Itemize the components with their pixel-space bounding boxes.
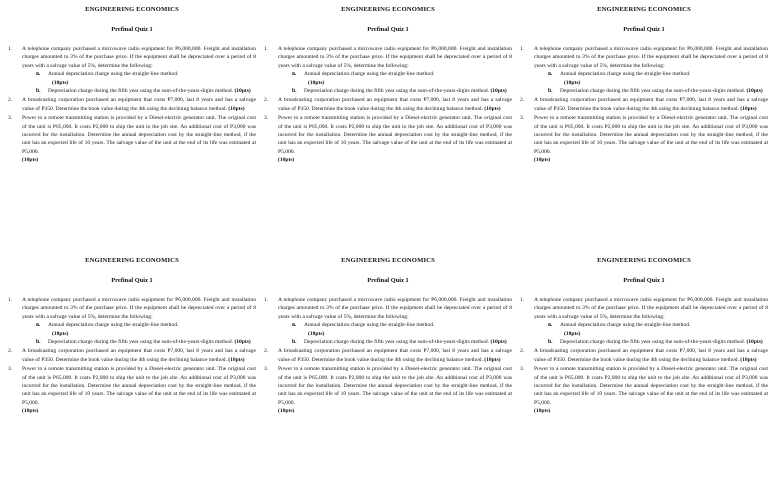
quiz-title: Prefinal Quiz 1 <box>623 26 665 33</box>
subquestion-item <box>292 70 512 87</box>
points-label: (10pts) <box>228 356 245 363</box>
question-item <box>520 96 768 113</box>
subquestion-item <box>292 87 512 95</box>
quiz-sheet <box>8 251 256 496</box>
question-list <box>520 45 768 165</box>
subquestion-letter: a. <box>548 322 553 329</box>
question-number: 2. <box>8 97 13 104</box>
points-label: (10pts) <box>490 339 507 346</box>
question-text: Power to a remote transmitting station is provided by a Diesel-electric generator unit. The original cost of the unit is P65,000. It costs P2,000 to ship the unit to the job site. An additional cost of P3,000 was incurred for the installation. Determine the annual depreciation cost by the straight-line method, if the unit has an expected life of 10 years. The salvage value of the unit at the end of its life was estimated at P5,000. <box>534 115 768 155</box>
subquestion-letter: b. <box>292 339 297 346</box>
subquestion-item <box>548 338 768 346</box>
question-item <box>520 365 768 415</box>
question-number: 1. <box>520 297 525 303</box>
question-item <box>264 45 512 95</box>
subquestion-list <box>534 70 768 95</box>
question-number: 2. <box>264 348 269 355</box>
points-label: (10pts) <box>746 88 763 95</box>
subquestion-letter: b. <box>292 88 297 95</box>
question-item <box>8 114 256 164</box>
question-text: A telephone company purchased a microwave radio equipment for P6,000,000. Freight and installation charges amounted to 3% of the purchase price. If the equipment shall be depreciated over a period of 8 years with a salvage value of 5%, determine the following: <box>22 297 256 320</box>
question-number: 3. <box>520 115 525 122</box>
subquestion-item <box>292 338 512 346</box>
points-label: (10pts) <box>22 157 39 164</box>
question-text: Power to a remote transmitting station is provided by a Diesel-electric generator unit. The original cost of the unit is P65,000. It costs P2,000 to ship the unit to the job site. An additional cost of P3,000 was incurred for the installation. Determine the annual depreciation cost by the straight-line method, if the unit has an expected life of 10 years. The salvage value of the unit at the end of its life was estimated at P5,000. <box>278 366 512 406</box>
subquestion-text: Depreciation charge during the fifth year using the sum-of-the-years-digits method. <box>48 339 234 346</box>
question-text: Power to a remote transmitting station is provided by a Diesel-electric generator unit. The original cost of the unit is P65,000. It costs P2,000 to ship the unit to the job site. An additional cost of P3,000 was incurred for the installation. Determine the annual depreciation cost by the straight-line method, if the unit has an expected life of 10 years. The salvage value of the unit at the end of its life was estimated at P5,000. <box>22 115 256 155</box>
subquestion-item <box>36 338 256 346</box>
question-text: A broadcasting corporation purchased an equipment that costs P7,000, last 8 years and has a salvage value of P350. Determine the book value during the 4th using the declining balance method. <box>278 348 512 363</box>
quiz-title: Prefinal Quiz 1 <box>367 26 409 33</box>
question-number: 2. <box>264 97 269 104</box>
question-item <box>520 296 768 346</box>
question-list <box>264 296 512 416</box>
question-text: A telephone company purchased a microwave radio equipment for P6,000,000. Freight and installation charges amounted to 3% of the purchase price. If the equipment shall be depreciated over a period of 8 years with a salvage value of 5%, determine the following: <box>278 297 512 320</box>
subquestion-text: Annual depreciation charge using the straight-line method. <box>48 322 179 329</box>
quiz-title: Prefinal Quiz 1 <box>367 277 409 284</box>
quiz-sheet <box>264 251 512 496</box>
question-item <box>264 96 512 113</box>
course-title: ENGINEERING ECONOMICS <box>85 6 179 13</box>
question-number: 1. <box>520 46 525 52</box>
subquestion-list <box>22 70 256 95</box>
question-number: 1. <box>8 46 13 52</box>
question-list <box>520 296 768 416</box>
subquestion-text: Depreciation charge during the fifth year using the sum-of-the-years-digits method. <box>48 88 234 95</box>
points-label: (10pts) <box>308 79 325 86</box>
subquestion-text: Depreciation charge during the fifth year using the sum-of-the-years-digits method. <box>560 339 746 346</box>
subquestion-letter: a. <box>36 322 41 329</box>
question-list <box>8 296 256 416</box>
course-title: ENGINEERING ECONOMICS <box>341 257 435 264</box>
quiz-sheet <box>520 251 768 496</box>
subquestion-item <box>36 87 256 95</box>
subquestion-text: Depreciation charge during the fifth year using the sum-of-the-years-digits method. <box>304 339 490 346</box>
subquestion-letter: a. <box>292 71 297 78</box>
points-label: (10pts) <box>740 105 757 112</box>
question-number: 1. <box>8 297 13 303</box>
question-item <box>264 114 512 164</box>
question-number: 3. <box>520 366 525 373</box>
points-label: (10pts) <box>746 339 763 346</box>
question-text: A broadcasting corporation purchased an equipment that costs P7,000, last 8 years and has a salvage value of P350. Determine the book value during the 4th using the declining balance method. <box>22 348 256 363</box>
subquestion-letter: b. <box>36 339 41 346</box>
question-number: 3. <box>8 366 13 373</box>
subquestion-text: Depreciation charge during the fifth year using the sum-of-the-years-digits method. <box>560 88 746 95</box>
subquestion-text: Annual depreciation charge using the straight-line method. <box>304 322 435 329</box>
question-item <box>264 296 512 346</box>
points-label: (10pts) <box>740 356 757 363</box>
points-label: (10pts) <box>278 408 295 415</box>
question-text: Power to a remote transmitting station is provided by a Diesel-electric generator unit. The original cost of the unit is P65,000. It costs P2,000 to ship the unit to the job site. An additional cost of P3,000 was incurred for the installation. Determine the annual depreciation cost by the straight-line method, if the unit has an expected life of 10 years. The salvage value of the unit at the end of its life was estimated at P5,000. <box>534 366 768 406</box>
subquestion-text: Depreciation charge during the fifth year using the sum-of-the-years-digits method. <box>304 88 490 95</box>
quiz-title: Prefinal Quiz 1 <box>111 277 153 284</box>
subquestion-letter: a. <box>548 71 553 78</box>
question-text: A telephone company purchased a microwave radio equipment for P6,000,000. Freight and installation charges amounted to 3% of the purchase price. If the equipment shall be depreciated over a period of 8 years with a salvage value of 5%, determine the following: <box>534 297 768 320</box>
subquestion-letter: b. <box>548 88 553 95</box>
points-label: (10pts) <box>228 105 245 112</box>
subquestion-list <box>22 321 256 346</box>
question-list <box>264 45 512 165</box>
quiz-sheet <box>264 0 512 245</box>
question-text: A broadcasting corporation purchased an equipment that costs P7,000, last 8 years and has a salvage value of P350. Determine the book value during the 4th using the declining balance method. <box>22 97 256 112</box>
question-number: 2. <box>8 348 13 355</box>
question-text: A broadcasting corporation purchased an equipment that costs P7,000, last 8 years and has a salvage value of P350. Determine the book value during the 4th using the declining balance method. <box>534 348 768 363</box>
question-number: 1. <box>264 297 269 303</box>
points-label: (10pts) <box>484 105 501 112</box>
question-text: Power to a remote transmitting station is provided by a Diesel-electric generator unit. The original cost of the unit is P65,000. It costs P2,000 to ship the unit to the job site. An additional cost of P3,000 was incurred for the installation. Determine the annual depreciation cost by the straight-line method, if the unit has an expected life of 10 years. The salvage value of the unit at the end of its life was estimated at P5,000. <box>278 115 512 155</box>
subquestion-letter: b. <box>548 339 553 346</box>
question-text: A broadcasting corporation purchased an equipment that costs P7,000, last 8 years and has a salvage value of P350. Determine the book value during the 4th using the declining balance method. <box>534 97 768 112</box>
points-label: (10pts) <box>22 408 39 415</box>
question-item <box>264 347 512 364</box>
question-number: 3. <box>8 115 13 122</box>
subquestion-text: Annual depreciation charge using the straight-line method. <box>560 322 691 329</box>
points-label: (10pts) <box>484 356 501 363</box>
subquestion-item <box>548 321 768 338</box>
question-item <box>8 365 256 415</box>
question-item <box>264 365 512 415</box>
question-item <box>520 347 768 364</box>
question-item <box>8 96 256 113</box>
points-label: (10pts) <box>534 408 551 415</box>
points-label: (10pts) <box>52 79 69 86</box>
subquestion-item <box>292 321 512 338</box>
question-item <box>8 347 256 364</box>
subquestion-text: Annual depreciation charge using the straight-line method. <box>304 71 435 78</box>
subquestion-item <box>36 321 256 338</box>
course-title: ENGINEERING ECONOMICS <box>597 257 691 264</box>
quiz-title: Prefinal Quiz 1 <box>111 26 153 33</box>
points-label: (10pts) <box>534 157 551 164</box>
question-item <box>520 114 768 164</box>
subquestion-item <box>36 70 256 87</box>
subquestion-list <box>278 70 512 95</box>
question-number: 3. <box>264 366 269 373</box>
subquestion-letter: b. <box>36 88 41 95</box>
points-label: (10pts) <box>564 79 581 86</box>
subquestion-text: Annual depreciation charge using the straight-line method. <box>560 71 691 78</box>
subquestion-letter: a. <box>292 322 297 329</box>
subquestion-item <box>548 70 768 87</box>
question-number: 2. <box>520 348 525 355</box>
question-number: 2. <box>520 97 525 104</box>
question-text: Power to a remote transmitting station is provided by a Diesel-electric generator unit. The original cost of the unit is P65,000. It costs P2,000 to ship the unit to the job site. An additional cost of P3,000 was incurred for the installation. Determine the annual depreciation cost by the straight-line method, if the unit has an expected life of 10 years. The salvage value of the unit at the end of its life was estimated at P5,000. <box>22 366 256 406</box>
subquestion-list <box>278 321 512 346</box>
quiz-title: Prefinal Quiz 1 <box>623 277 665 284</box>
subquestion-item <box>548 87 768 95</box>
question-text: A telephone company purchased a microwave radio equipment for P6,000,000. Freight and installation charges amounted to 3% of the purchase price. If the equipment shall be depreciated over a period of 8 years with a salvage value of 5%, determine the following: <box>278 46 512 69</box>
subquestion-text: Annual depreciation charge using the straight-line method. <box>48 71 179 78</box>
points-label: (10pts) <box>234 88 251 95</box>
points-label: (10pts) <box>490 88 507 95</box>
question-number: 3. <box>264 115 269 122</box>
question-number: 1. <box>264 46 269 52</box>
course-title: ENGINEERING ECONOMICS <box>85 257 179 264</box>
subquestion-letter: a. <box>36 71 41 78</box>
question-text: A broadcasting corporation purchased an equipment that costs P7,000, last 8 years and has a salvage value of P350. Determine the book value during the 4th using the declining balance method. <box>278 97 512 112</box>
question-item <box>8 296 256 346</box>
question-item <box>8 45 256 95</box>
points-label: (10pts) <box>52 330 69 337</box>
course-title: ENGINEERING ECONOMICS <box>597 6 691 13</box>
points-label: (10pts) <box>234 339 251 346</box>
points-label: (10pts) <box>564 330 581 337</box>
question-text: A telephone company purchased a microwave radio equipment for P6,000,000. Freight and installation charges amounted to 3% of the purchase price. If the equipment shall be depreciated over a period of 8 years with a salvage value of 5%, determine the following: <box>22 46 256 69</box>
course-title: ENGINEERING ECONOMICS <box>341 6 435 13</box>
subquestion-list <box>534 321 768 346</box>
question-text: A telephone company purchased a microwave radio equipment for P6,000,000. Freight and installation charges amounted to 3% of the purchase price. If the equipment shall be depreciated over a period of 8 years with a salvage value of 5%, determine the following: <box>534 46 768 69</box>
question-item <box>520 45 768 95</box>
question-list <box>8 45 256 165</box>
points-label: (10pts) <box>278 157 295 164</box>
quiz-sheet <box>8 0 256 245</box>
quiz-sheet <box>520 0 768 245</box>
points-label: (10pts) <box>308 330 325 337</box>
